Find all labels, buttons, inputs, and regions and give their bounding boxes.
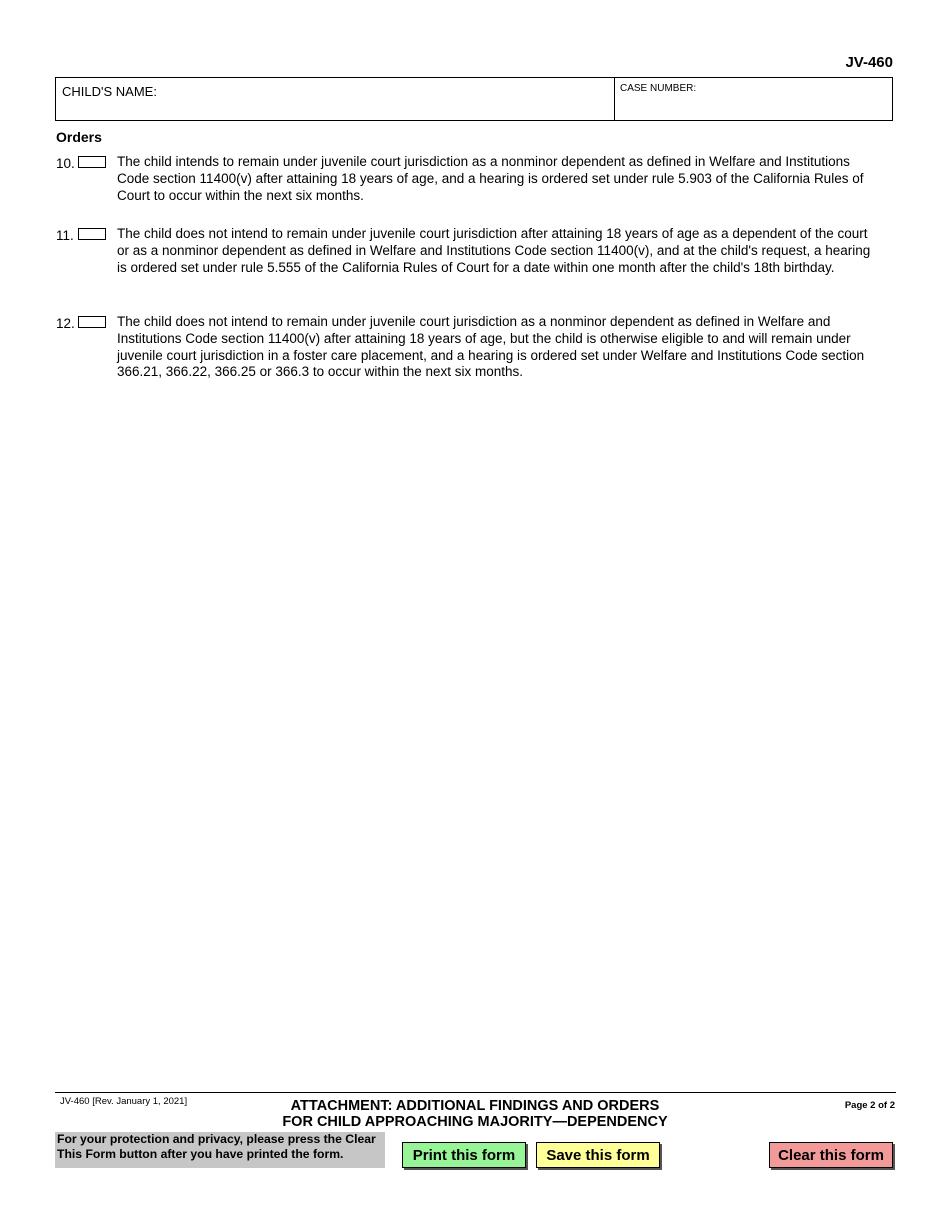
childs-name-label: CHILD'S NAME: xyxy=(62,84,157,99)
case-number-label: CASE NUMBER: xyxy=(620,83,697,94)
section-heading-orders: Orders xyxy=(56,129,102,145)
page-number: Page 2 of 2 xyxy=(844,1100,895,1111)
order-number: 12. xyxy=(56,316,75,331)
order-text: The child does not intend to remain under juvenile court jurisdiction after attaining 18 years of age as a dependent of the court or as a nonminor dependent as defined in Welfare and Institutions Code section 11400(v), and at the child's request, a hearing is ordered set under rule 5.555 of the California Rules of Court for a date within one month after the child's 18th birthday. xyxy=(117,226,871,275)
order-12-checkbox[interactable] xyxy=(78,316,106,328)
form-title-line-2: FOR CHILD APPROACHING MAJORITY—DEPENDENCY xyxy=(282,1114,668,1130)
header-divider xyxy=(614,78,615,120)
save-form-button[interactable]: Save this form xyxy=(536,1142,660,1168)
case-number-field[interactable] xyxy=(620,98,892,120)
order-10-checkbox[interactable] xyxy=(78,156,106,168)
revision-date: JV-460 [Rev. January 1, 2021] xyxy=(60,1096,188,1107)
footer-divider xyxy=(55,1092,896,1093)
form-title-line-1: ATTACHMENT: ADDITIONAL FINDINGS AND ORDERS xyxy=(290,1098,660,1114)
print-form-button[interactable]: Print this form xyxy=(402,1142,526,1168)
case-header xyxy=(55,77,893,121)
order-text: The child does not intend to remain under juvenile court jurisdiction as a nonminor dependent as defined in Welfare and Institutions Code section 11400(v) after attaining 18 years of age, but the child is otherwise eligible to and will remain under juvenile court jurisdiction in a foster care placement, and a hearing is ordered set under Welfare and Institutions Code section 366.21, 366.22, 366.25 or 366.3 to occur within the next six months. xyxy=(117,314,865,380)
childs-name-field[interactable] xyxy=(62,100,606,120)
privacy-note: For your protection and privacy, please press the Clear This Form button after you have printed the form. xyxy=(55,1132,385,1168)
form-title xyxy=(235,1098,715,1130)
order-number: 10. xyxy=(56,156,75,171)
order-text: The child intends to remain under juvenile court jurisdiction as a nonminor dependent as defined in Welfare and Institutions Code section 11400(v) after attaining 18 years of age, and a hearing is ordered set under rule 5.903 of the California Rules of Court to occur within the next six months. xyxy=(117,154,864,203)
order-11-checkbox[interactable] xyxy=(78,228,106,240)
form-number: JV-460 xyxy=(845,54,893,71)
order-number: 11. xyxy=(56,228,74,243)
clear-form-button[interactable]: Clear this form xyxy=(769,1142,893,1168)
